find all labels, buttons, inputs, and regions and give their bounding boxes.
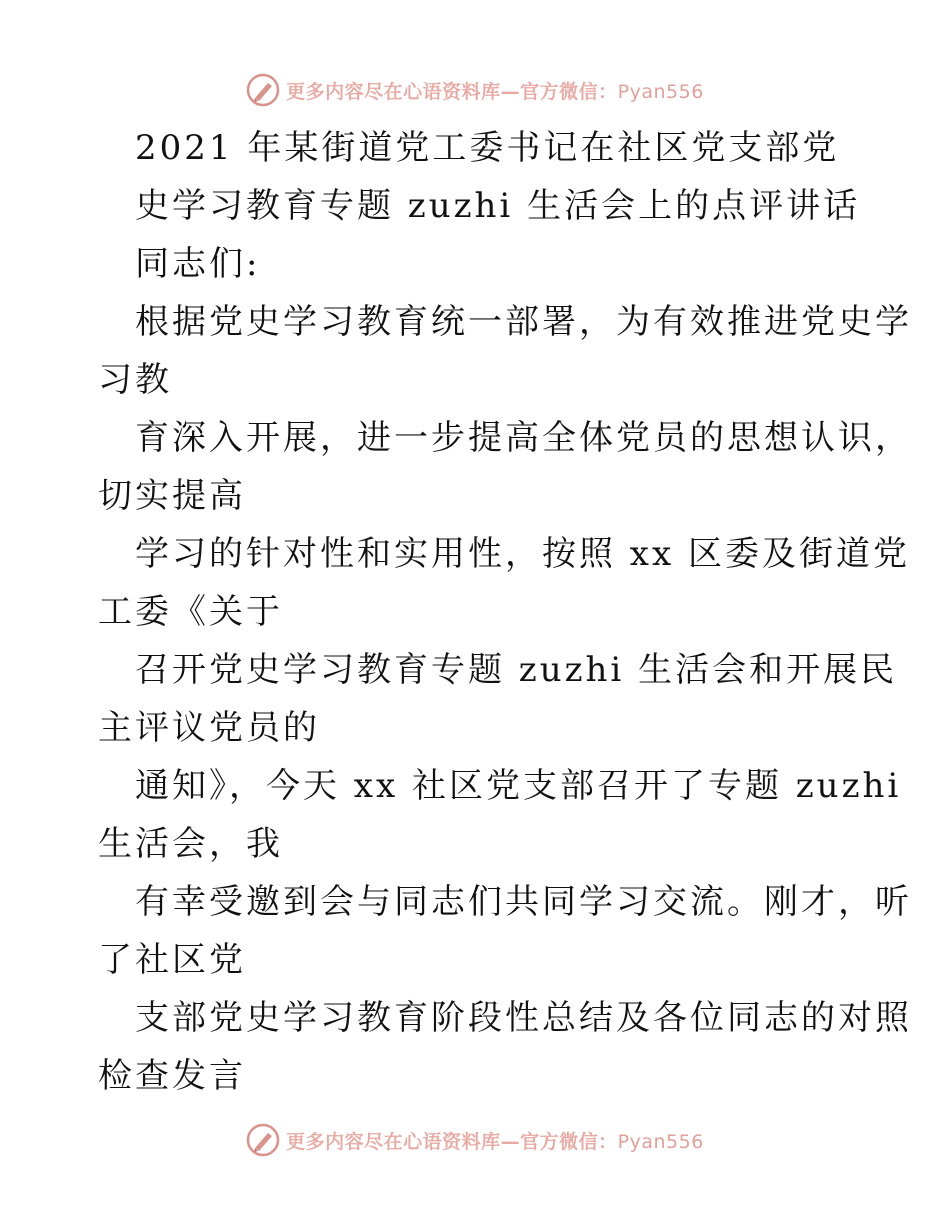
paragraph-line: 育深入开展，进一步提高全体党员的思想认识， [135,418,912,458]
paragraph-line: 工委《关于 [98,592,283,632]
paragraph-line: 通知》，今天 xx 社区党支部召开了专题 zuzhi [135,766,902,806]
document-title-line-2: 史学习教育专题 zuzhi 生活会上的点评讲话 [135,186,861,226]
watermark-footer [0,1120,950,1160]
paragraph-line: 根据党史学习教育统一部署，为有效推进党史学 [135,302,912,342]
pen-logo-icon [246,1123,280,1157]
paragraph-line: 检查发言 [98,1056,246,1096]
watermark-label: 更多内容尽在心语资料库—官方微信： [286,1130,618,1153]
paragraph-line: 学习的针对性和实用性，按照 xx 区委及街道党 [135,534,910,574]
paragraph-line: 切实提高 [98,476,246,516]
paragraph-line: 支部党史学习教育阶段性总结及各位同志的对照 [135,998,912,1038]
paragraph-line: 主评议党员的 [98,708,320,748]
watermark-text [286,1127,704,1154]
document-title-line-1: 2021 年某街道党工委书记在社区党支部党 [135,128,840,168]
paragraph-line: 有幸受邀到会与同志们共同学习交流。刚才，听 [135,882,912,922]
watermark-header [0,70,950,110]
pen-logo-icon [246,73,280,107]
paragraph-line: 习教 [98,360,172,400]
paragraph-line: 生活会，我 [98,824,283,864]
watermark-label: 更多内容尽在心语资料库—官方微信： [286,80,618,103]
watermark-text [286,77,704,104]
paragraph-line: 了社区党 [98,940,246,980]
watermark-id: Pyan556 [617,80,704,103]
watermark-id: Pyan556 [617,1130,704,1153]
paragraph-line: 召开党史学习教育专题 zuzhi 生活会和开展民 [135,650,898,690]
salutation: 同志们: [135,244,261,284]
